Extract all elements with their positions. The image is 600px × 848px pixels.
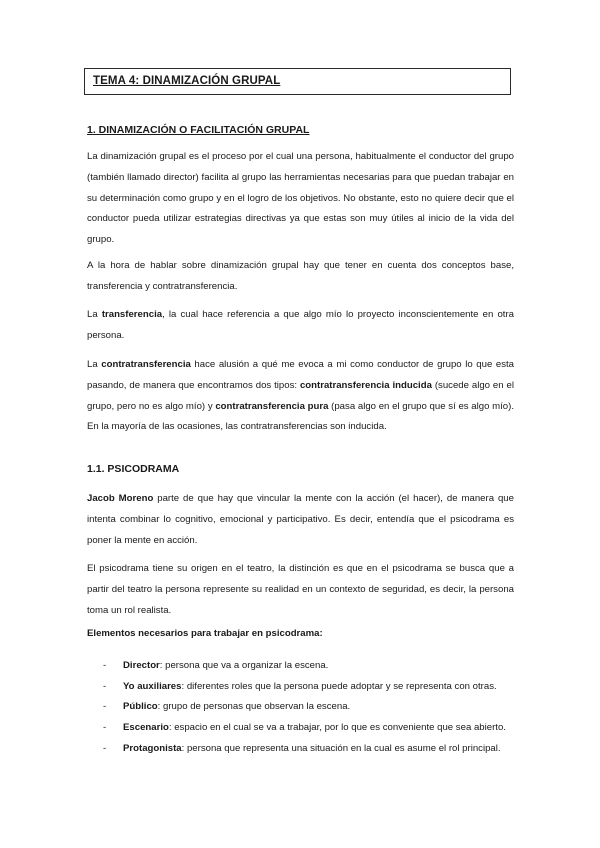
list-dash: - xyxy=(103,680,107,692)
list-desc: : diferentes roles que la persona puede adoptar y se representa con otras. xyxy=(181,680,497,692)
list-item xyxy=(87,697,527,718)
list-dash: - xyxy=(103,722,107,734)
section-heading-psicodrama: 1.1. PSICODRAMA xyxy=(87,463,180,475)
section-heading-1: 1. DINAMIZACIÓN O FACILITACIÓN GRUPAL xyxy=(87,124,310,136)
elements-list xyxy=(87,656,527,759)
text: (sucede algo en el grupo, pero no es algo mío) y xyxy=(87,379,514,412)
term-contratransferencia-inducida: contratransferencia inducida xyxy=(299,379,432,391)
page-title: TEMA 4: DINAMIZACIÓN GRUPAL xyxy=(93,75,281,87)
list-item xyxy=(87,718,527,739)
list-term: Director xyxy=(123,660,160,671)
text: La xyxy=(87,359,102,370)
paragraph-moreno xyxy=(87,489,514,551)
paragraph-conceptos: A la hora de hablar sobre dinamización grupal hay que tener en cuenta dos conceptos base, transferencia y contratransferencia. xyxy=(87,260,514,292)
paragraph-dinamizacion: La dinamización grupal es el proceso por el cual una persona, habitualmente el conductor del grupo (también llamado director) facilita al grupo las herramientas necesarias para que puedan trabajar en su determinación como grupo y en el logro de los objetivos. No obstante, esto no quiere decir que el conductor pueda utilizar estrategias directivas ya que estas son muy útiles al inicio de la vida del grupo. xyxy=(87,151,514,246)
paragraph-transferencia xyxy=(87,305,514,347)
paragraph-origen: El psicodrama tiene su origen en el teatro, la distinción es que en el psicodrama se busca que a partir del teatro la persona represente su realidad en un contexto de seguridad, es decir, la persona toma un rol realista. xyxy=(87,563,514,616)
text: (pasa algo en el grupo que sí es algo mío). En la mayoría de las ocasiones, las contratransferencias son inducida. xyxy=(87,400,515,433)
list-term: Yo auxiliares xyxy=(123,680,182,692)
list-desc: : grupo de personas que observan la escena. xyxy=(157,701,351,713)
term-transferencia: transferencia xyxy=(101,309,163,320)
list-dash: - xyxy=(103,660,107,671)
elements-heading: Elementos necesarios para trabajar en psicodrama: xyxy=(87,628,323,639)
paragraph-contratransferencia xyxy=(87,355,514,438)
text: La xyxy=(87,309,102,320)
list-term: Público xyxy=(123,701,158,713)
list-desc: : persona que va a organizar la escena. xyxy=(159,660,329,671)
term-contratransferencia: contratransferencia xyxy=(101,359,191,370)
list-desc: : espacio en el cual se va a trabajar, por lo que es conveniente que sea abierto. xyxy=(168,722,506,734)
list-item xyxy=(87,656,527,677)
text: hace alusión a qué me evoca a mi como conductor de grupo lo que esta pasando, de manera que encontramos dos tipos: xyxy=(87,359,514,391)
text: parte de que hay que vincular la mente con la acción (el hacer), de manera que intenta combinar lo cognitivo, emocional y participativo. Es decir, entendía que el psicodrama es poner la mente en acción. xyxy=(87,493,514,546)
list-term: Protagonista xyxy=(123,742,182,754)
list-item xyxy=(87,677,527,698)
list-desc: : persona que representa una situación en la cual es asume el rol principal. xyxy=(181,742,501,754)
term-jacob-moreno: Jacob Moreno xyxy=(87,493,154,504)
list-item xyxy=(87,739,527,760)
list-dash: - xyxy=(103,701,107,713)
text: , la cual hace referencia a que algo mío lo proyecto inconscientemente en otra persona. xyxy=(87,309,514,341)
term-contratransferencia-pura: contratransferencia pura xyxy=(215,400,329,412)
title-box xyxy=(84,68,511,95)
list-term: Escenario xyxy=(123,722,169,734)
list-dash: - xyxy=(103,742,107,754)
